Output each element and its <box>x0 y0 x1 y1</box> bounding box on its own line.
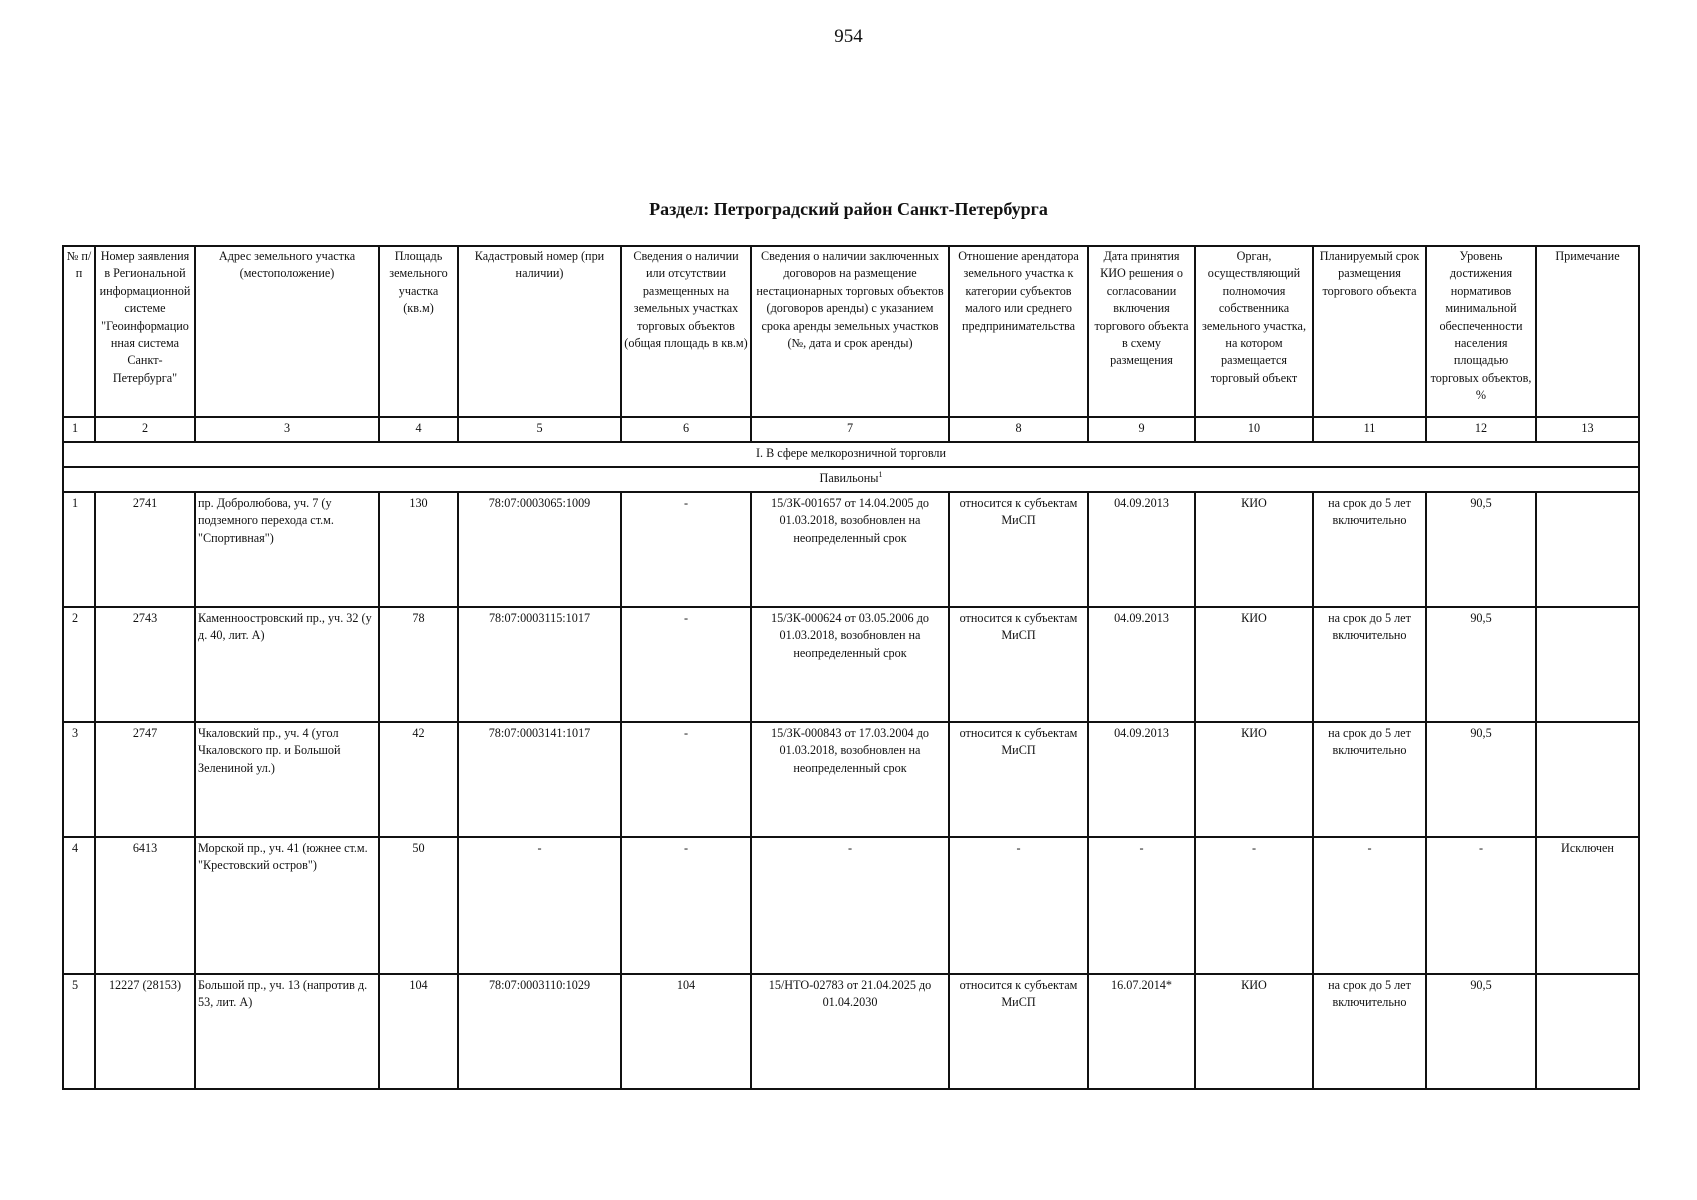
col-header-number: № п/п <box>63 246 95 417</box>
cell-cadastral-number: 78:07:0003110:1029 <box>458 974 621 1089</box>
cell-row-number: 5 <box>63 974 95 1089</box>
cell-contract-info: 15/ЗК-001657 от 14.04.2005 до 01.03.2018, возобновлен на неопределенный срок <box>751 492 949 607</box>
col-header-norm-level: Уровень достижения нормативов минимальной обеспеченности населения площадью торговых объектов, % <box>1426 246 1536 417</box>
cell-contract-info: - <box>751 837 949 974</box>
column-number: 5 <box>458 417 621 442</box>
header-row <box>63 246 1639 417</box>
cell-kio-decision-date: 16.07.2014* <box>1088 974 1195 1089</box>
cell-note <box>1536 722 1639 837</box>
cell-row-number: 3 <box>63 722 95 837</box>
column-number: 12 <box>1426 417 1536 442</box>
cell-address: пр. Добролюбова, уч. 7 (у подземного перехода ст.м. "Спортивная") <box>195 492 379 607</box>
col-header-contracts: Сведения о наличии заключенных договоров на размещение нестационарных торговых объектов (договоров аренды) с указанием срока аренды земельных участков (№, дата и срок аренды) <box>751 246 949 417</box>
cell-note <box>1536 607 1639 722</box>
cell-tenant-category: относится к субъектам МиСП <box>949 722 1088 837</box>
cell-tenant-category: относится к субъектам МиСП <box>949 607 1088 722</box>
data-rows <box>63 492 1639 1089</box>
cell-application-number: 2743 <box>95 607 195 722</box>
footnote-marker: 1 <box>878 469 883 479</box>
cell-placement-term: на срок до 5 лет включительно <box>1313 492 1426 607</box>
cell-norm-level: 90,5 <box>1426 974 1536 1089</box>
cell-note <box>1536 492 1639 607</box>
cell-existing-objects: - <box>621 607 751 722</box>
cell-area: 104 <box>379 974 458 1089</box>
cell-tenant-category: относится к субъектам МиСП <box>949 974 1088 1089</box>
table-row <box>63 492 1639 607</box>
subcategory-row <box>63 467 1639 492</box>
cell-area: 78 <box>379 607 458 722</box>
cell-address: Каменноостровский пр., уч. 32 (у д. 40, лит. А) <box>195 607 379 722</box>
pavilions-table <box>62 245 1640 1090</box>
cell-application-number: 12227 (28153) <box>95 974 195 1089</box>
cell-authority: - <box>1195 837 1313 974</box>
cell-tenant-category: относится к субъектам МиСП <box>949 492 1088 607</box>
cell-tenant-category: - <box>949 837 1088 974</box>
col-header-existing-objects: Сведения о наличии или отсутствии размещенных на земельных участках торговых объектов (общая площадь в кв.м) <box>621 246 751 417</box>
cell-application-number: 2747 <box>95 722 195 837</box>
cell-authority: КИО <box>1195 722 1313 837</box>
cell-application-number: 2741 <box>95 492 195 607</box>
cell-placement-term: на срок до 5 лет включительно <box>1313 974 1426 1089</box>
category-label: I. В сфере мелкорозничной торговли <box>63 442 1639 467</box>
column-number: 8 <box>949 417 1088 442</box>
section-title: Раздел: Петроградский район Санкт-Петербурга <box>649 199 1048 219</box>
cell-area: 50 <box>379 837 458 974</box>
cell-area: 130 <box>379 492 458 607</box>
cell-existing-objects: - <box>621 837 751 974</box>
subcategory-label: Павильоны <box>819 471 879 485</box>
cell-existing-objects: - <box>621 722 751 837</box>
cell-area: 42 <box>379 722 458 837</box>
cell-row-number: 2 <box>63 607 95 722</box>
col-header-authority: Орган, осуществляющий полномочия собственника земельного участка, на котором размещается торговый объект <box>1195 246 1313 417</box>
table-row <box>63 722 1639 837</box>
cell-kio-decision-date: 04.09.2013 <box>1088 722 1195 837</box>
column-number: 3 <box>195 417 379 442</box>
cell-placement-term: на срок до 5 лет включительно <box>1313 722 1426 837</box>
cell-authority: КИО <box>1195 492 1313 607</box>
cell-norm-level: 90,5 <box>1426 492 1536 607</box>
col-header-note: Примечание <box>1536 246 1639 417</box>
cell-cadastral-number: 78:07:0003115:1017 <box>458 607 621 722</box>
column-number: 4 <box>379 417 458 442</box>
column-number: 1 <box>63 417 95 442</box>
page-number: 954 <box>834 26 863 47</box>
column-number: 10 <box>1195 417 1313 442</box>
cell-placement-term: на срок до 5 лет включительно <box>1313 607 1426 722</box>
cell-existing-objects: 104 <box>621 974 751 1089</box>
cell-authority: КИО <box>1195 607 1313 722</box>
cell-note <box>1536 974 1639 1089</box>
col-header-term: Планируемый срок размещения торгового объекта <box>1313 246 1426 417</box>
col-header-cadastral: Кадастровый номер (при наличии) <box>458 246 621 417</box>
column-number: 6 <box>621 417 751 442</box>
cell-contract-info: 15/НТО-02783 от 21.04.2025 до 01.04.2030 <box>751 974 949 1089</box>
col-header-area: Площадь земельного участка (кв.м) <box>379 246 458 417</box>
col-header-address: Адрес земельного участка (местоположение) <box>195 246 379 417</box>
column-number: 7 <box>751 417 949 442</box>
cell-norm-level: - <box>1426 837 1536 974</box>
column-number: 11 <box>1313 417 1426 442</box>
cell-norm-level: 90,5 <box>1426 607 1536 722</box>
cell-note: Исключен <box>1536 837 1639 974</box>
subcategory-cell <box>63 467 1639 492</box>
cell-address: Большой пр., уч. 13 (напротив д. 53, лит. А) <box>195 974 379 1089</box>
table-row <box>63 607 1639 722</box>
cell-row-number: 1 <box>63 492 95 607</box>
cell-contract-info: 15/ЗК-000843 от 17.03.2004 до 01.03.2018, возобновлен на неопределенный срок <box>751 722 949 837</box>
cell-address: Чкаловский пр., уч. 4 (угол Чкаловского пр. и Большой Зелениной ул.) <box>195 722 379 837</box>
cell-cadastral-number: 78:07:0003065:1009 <box>458 492 621 607</box>
cell-kio-decision-date: 04.09.2013 <box>1088 607 1195 722</box>
col-header-application-number: Номер заявления в Региональной информационной системе "Геоинформационная система Санкт-Петербурга" <box>95 246 195 417</box>
column-number: 2 <box>95 417 195 442</box>
cell-contract-info: 15/ЗК-000624 от 03.05.2006 до 01.03.2018, возобновлен на неопределенный срок <box>751 607 949 722</box>
cell-placement-term: - <box>1313 837 1426 974</box>
col-header-kio-date: Дата принятия КИО решения о согласовании включения торгового объекта в схему размещения <box>1088 246 1195 417</box>
table-row <box>63 974 1639 1089</box>
cell-cadastral-number: 78:07:0003141:1017 <box>458 722 621 837</box>
cell-kio-decision-date: 04.09.2013 <box>1088 492 1195 607</box>
cell-row-number: 4 <box>63 837 95 974</box>
category-row <box>63 442 1639 467</box>
cell-application-number: 6413 <box>95 837 195 974</box>
cell-cadastral-number: - <box>458 837 621 974</box>
cell-existing-objects: - <box>621 492 751 607</box>
column-number: 9 <box>1088 417 1195 442</box>
cell-norm-level: 90,5 <box>1426 722 1536 837</box>
table-row <box>63 837 1639 974</box>
cell-address: Морской пр., уч. 41 (южнее ст.м. "Крестовский остров") <box>195 837 379 974</box>
col-header-tenant-category: Отношение арендатора земельного участка к категории субъектов малого или среднего предпринимательства <box>949 246 1088 417</box>
cell-kio-decision-date: - <box>1088 837 1195 974</box>
column-number: 13 <box>1536 417 1639 442</box>
column-number-row <box>63 417 1639 442</box>
cell-authority: КИО <box>1195 974 1313 1089</box>
